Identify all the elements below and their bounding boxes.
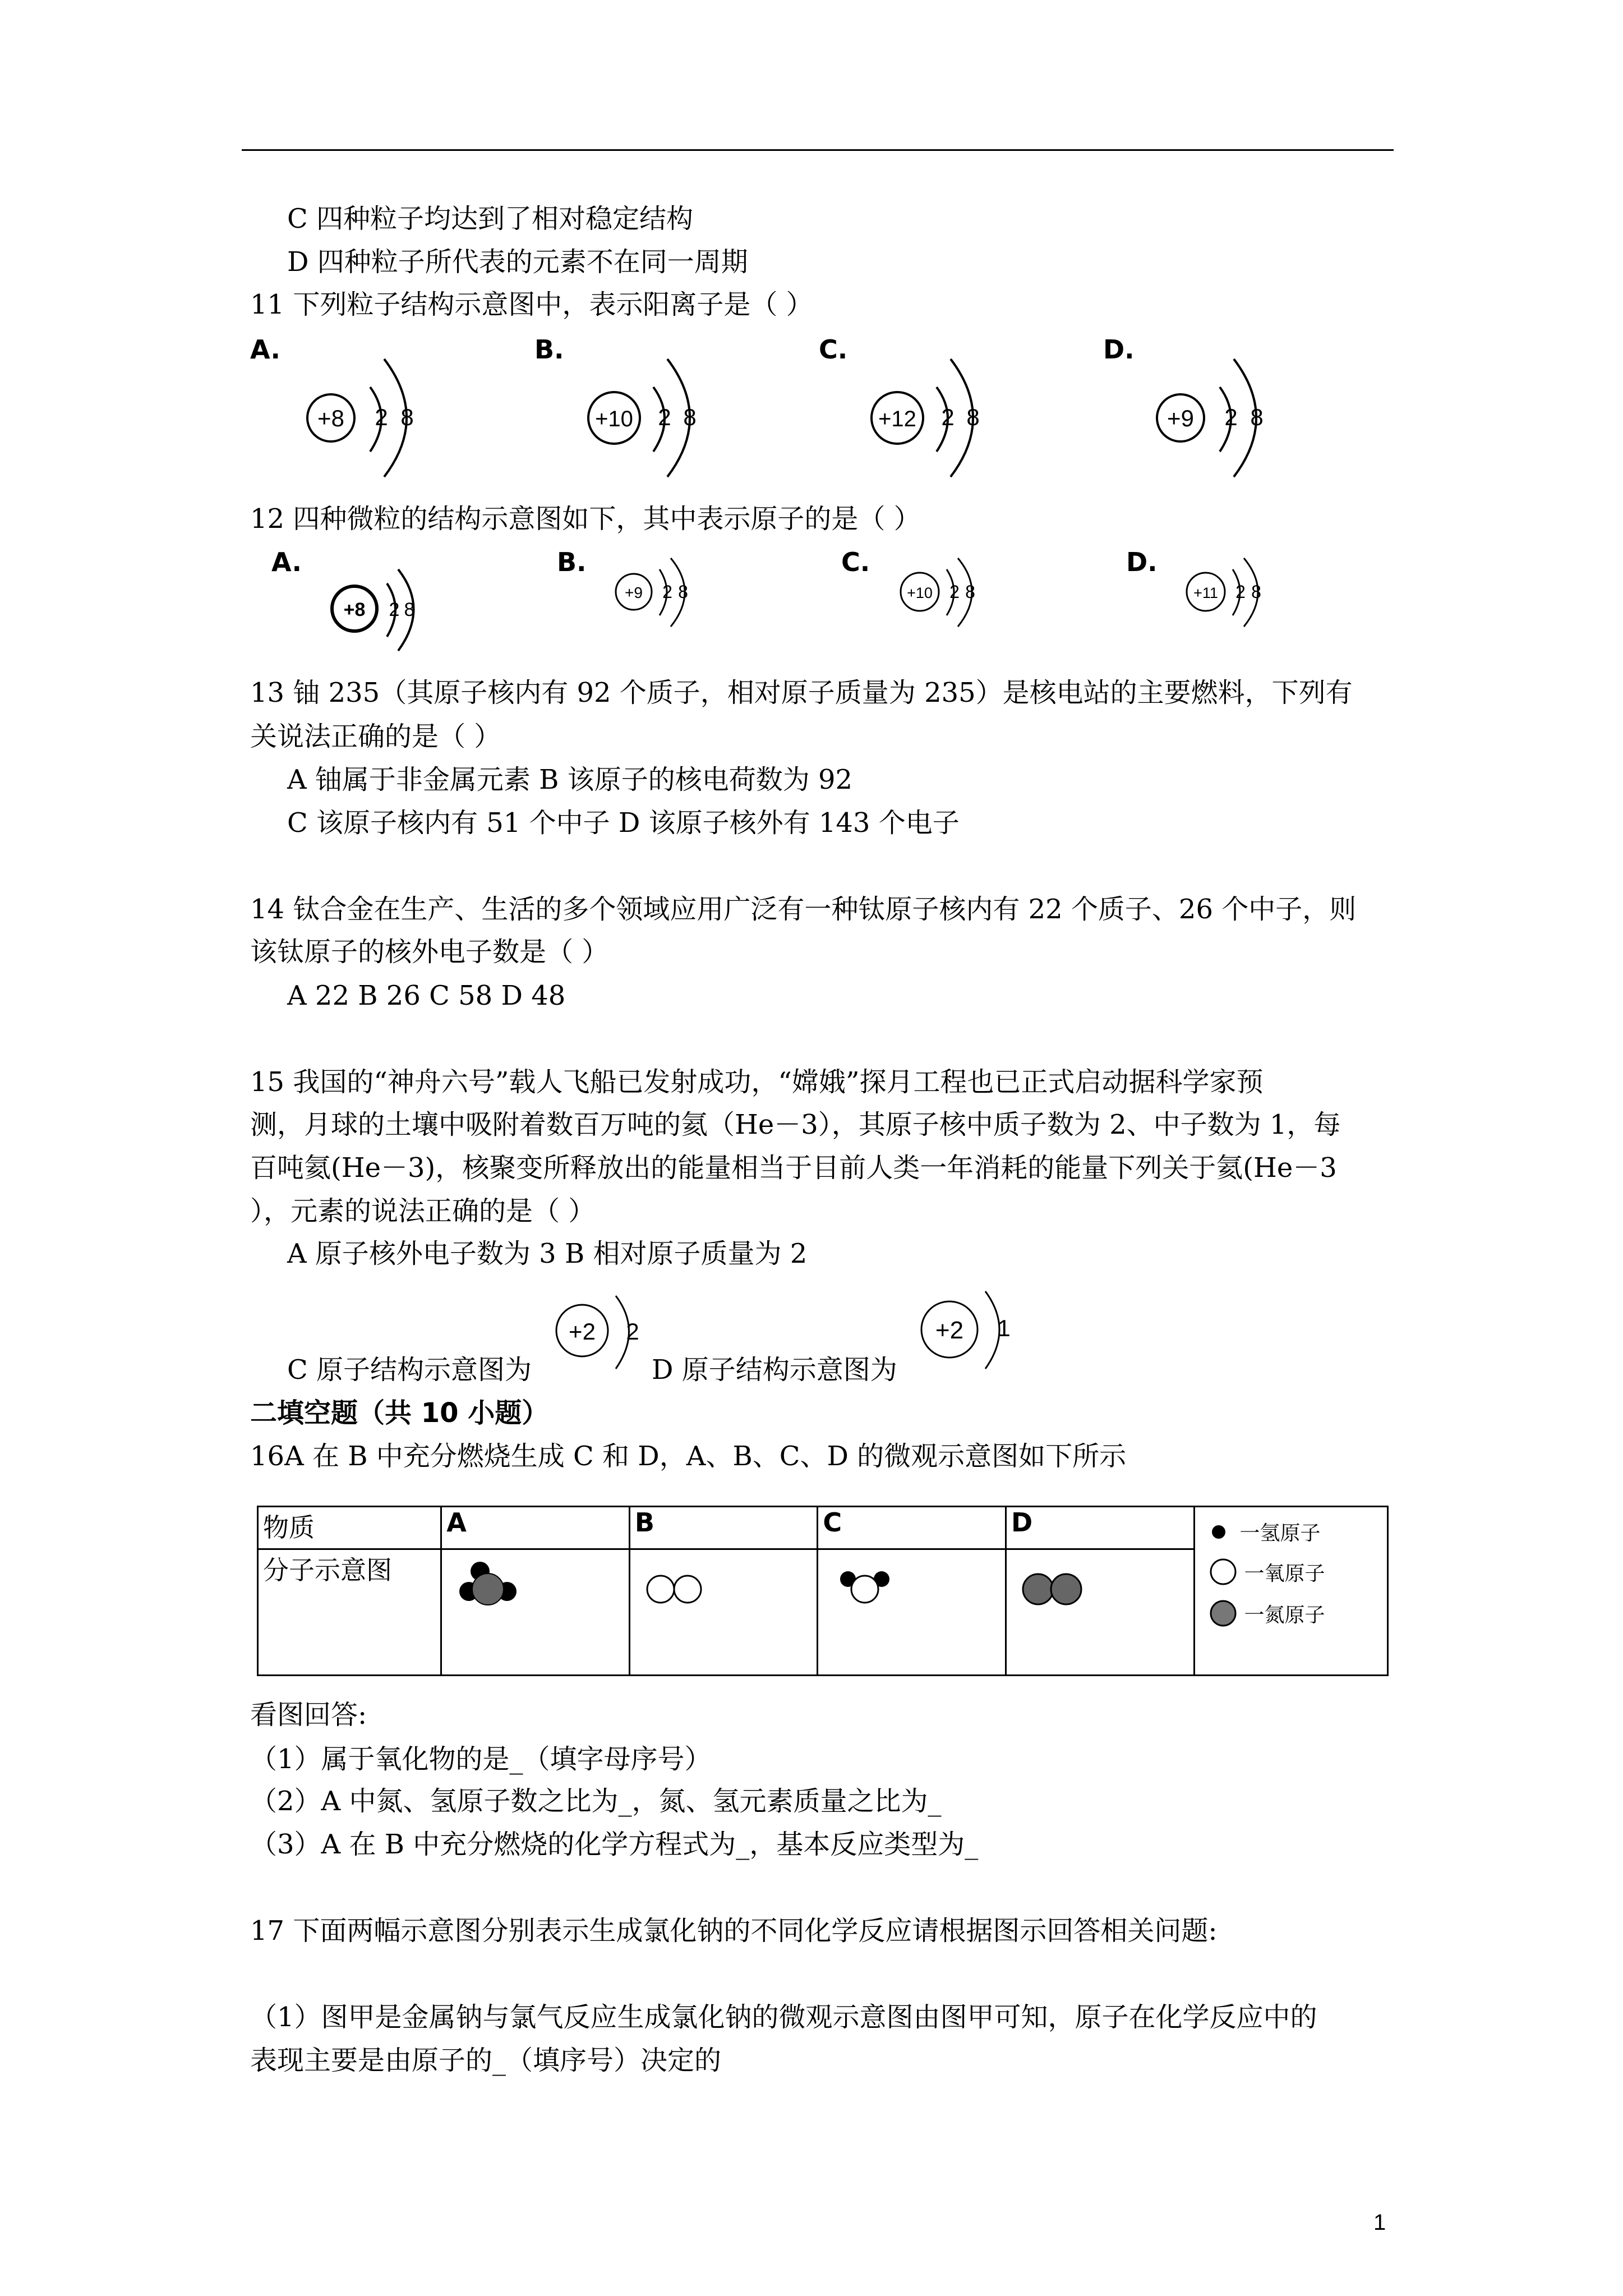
legend-nitrogen [1207,1598,1382,1629]
q16-header-substance: 物质 [258,1507,441,1549]
q16-header-c: C [818,1507,1006,1549]
q11-label-c: C. [819,334,848,365]
q16-row-label: 分子示意图 [258,1549,441,1676]
q11a-shell2: 8 [400,404,414,430]
q12a-nucleus: +8 [343,599,366,620]
q15-diagram-d [917,1285,1029,1380]
q11-diagram-a [297,342,443,488]
q16-header-d: D [1006,1507,1194,1549]
q11-diagram-b [578,342,723,488]
q14-options: A 22 B 26 C 58 D 48 [287,980,566,1011]
q15d-nucleus: +2 [935,1317,964,1344]
q17-sub1-line2: 表现主要是由原子的_（填序号）决定的 [250,2045,722,2076]
ammonia-molecule-icon [446,1550,536,1617]
legend-hydrogen-label: 一氢原子 [1239,1522,1321,1545]
q11a-nucleus: +8 [317,405,344,431]
q12-label-c: C. [841,547,870,577]
q15d-shell1: 1 [997,1315,1011,1341]
q13-stem-line1: 13 铀 235（其原子核内有 92 个质子，相对原子质量为 235）是核电站的主要燃料，下列有 [250,677,1353,708]
q11-diagram-c [861,342,1007,488]
q12c-shell1: 2 [949,582,960,602]
q12-stem: 12 四种微粒的结构示意图如下，其中表示原子的是（ ） [250,503,921,535]
q15-diagram-c [550,1290,656,1386]
q15c-shell1: 2 [626,1318,639,1345]
q11d-shell1: 2 [1224,404,1238,430]
q12-diagram-d [1178,553,1290,637]
q12-label-d: D. [1126,547,1158,577]
q12a-shell2: 8 [404,599,415,620]
q16-table [257,1506,1389,1676]
q12c-nucleus: +10 [907,585,933,601]
q17-sub1-line1: （1）图甲是金属钠与氯气反应生成氯化钠的微观示意图由图甲可知，原子在化学反应中的 [250,2001,1317,2033]
q11-label-a: A. [250,334,280,365]
q14-stem-line2: 该钛原子的核外电子数是（ ） [250,936,609,968]
q12d-nucleus: +11 [1193,585,1218,601]
q15-stem-line4: ），元素的说法正确的是（ ） [250,1195,596,1227]
q11-diagram-d [1147,342,1293,488]
q13-options-ab: A 铀属于非金属元素 B 该原子的核电荷数为 92 [287,764,853,795]
nitrogen-molecule-icon [1011,1550,1101,1617]
legend-oxygen-label: 一氧原子 [1244,1562,1325,1585]
q12a-shell1: 2 [389,599,400,620]
page-number: 1 [1373,2210,1386,2235]
q15-stem-line1: 15 我国的“神舟六号”载人飞船已发射成功，“嫦娥”探月工程也已正式启动据科学家预 [250,1066,1264,1098]
section-fill-in-heading: 二填空题（共 10 小题） [250,1397,549,1429]
q12b-nucleus: +9 [625,584,643,601]
q16-molecule-d [1006,1549,1194,1676]
q11a-shell1: 2 [375,404,388,430]
q11c-shell1: 2 [941,404,955,430]
q12-diagram-c [892,553,1004,637]
q13-options-cd: C 该原子核内有 51 个中子 D 该原子核外有 143 个电子 [287,807,960,839]
oxygen-atom-icon [1207,1556,1239,1588]
q15-stem-line2: 测，月球的土壤中吸附着数百万吨的氦（He－3），其原子核中质子数为 2、中子数为 1，每 [250,1109,1341,1140]
q12-diagram-a [325,561,437,656]
q16-molecule-a [441,1549,630,1676]
q11d-nucleus: +9 [1167,405,1194,431]
nitrogen-atom-icon [1207,1598,1239,1629]
q15c-nucleus: +2 [569,1318,596,1345]
q10-option-c: C 四种粒子均达到了相对稳定结构 [287,203,693,234]
q11c-nucleus: +12 [878,407,916,431]
q16-sub3: （3）A 在 B 中充分燃烧的化学方程式为_，基本反应类型为_ [250,1829,979,1860]
q12c-shell2: 8 [965,582,975,602]
q16-stem: 16A 在 B 中充分燃烧生成 C 和 D，A、B、C、D 的微观示意图如下所示 [250,1441,1127,1472]
q15-stem-line3: 百吨氦(He－3)，核聚变所释放出的能量相当于目前人类一年消耗的能量下列关于氦(He－3 [250,1152,1337,1184]
q15-option-c: C 原子结构示意图为 [287,1354,532,1386]
q12d-shell2: 8 [1251,582,1261,602]
q11c-shell2: 8 [966,404,980,430]
q13-stem-line2: 关说法正确的是（ ） [250,721,501,752]
q12-diagram-b [606,553,718,637]
q11d-shell2: 8 [1250,404,1264,430]
legend-hydrogen [1207,1517,1382,1546]
q11b-shell2: 8 [683,404,697,430]
q11-stem: 11 下列粒子结构示意图中，表示阳离子是（ ） [250,289,813,320]
q16-header-b: B [629,1507,818,1549]
q12-label-b: B. [557,547,587,577]
oxygen-molecule-icon [635,1550,725,1617]
hydrogen-atom-icon [1207,1521,1230,1543]
q11b-nucleus: +10 [595,407,633,431]
q11b-shell1: 2 [658,404,671,430]
q16-sub1: （1）属于氧化物的是_（填字母序号） [250,1743,712,1775]
header-rule [242,149,1394,151]
q16-molecule-c [818,1549,1006,1676]
q12b-shell2: 8 [678,582,688,602]
water-molecule-icon [823,1550,912,1617]
q11-label-d: D. [1103,334,1135,365]
q15-option-d: D 原子结构示意图为 [652,1354,897,1386]
q17-stem: 17 下面两幅示意图分别表示生成氯化钠的不同化学反应请根据图示回答相关问题: [250,1915,1218,1947]
q10-option-d: D 四种粒子所代表的元素不在同一周期 [287,246,748,278]
q16-legend-cell [1194,1507,1387,1676]
q16-molecule-b [629,1549,818,1676]
q16-sub2: （2）A 中氮、氢原子数之比为_，氮、氢元素质量之比为_ [250,1786,942,1817]
legend-nitrogen-label: 一氮原子 [1244,1603,1325,1627]
q12-label-a: A. [271,547,302,577]
q14-stem-line1: 14 钛合金在生产、生活的多个领域应用广泛有一种钛原子核内有 22 个质子、26 个中子，则 [250,894,1357,925]
q12d-shell1: 2 [1235,582,1246,602]
q15-options-ab: A 原子核外电子数为 3 B 相对原子质量为 2 [287,1238,808,1269]
q16-header-a: A [441,1507,630,1549]
q11-label-b: B. [534,334,564,365]
q12b-shell1: 2 [662,582,672,602]
legend-oxygen [1207,1556,1382,1588]
q16-look: 看图回答: [250,1699,367,1731]
